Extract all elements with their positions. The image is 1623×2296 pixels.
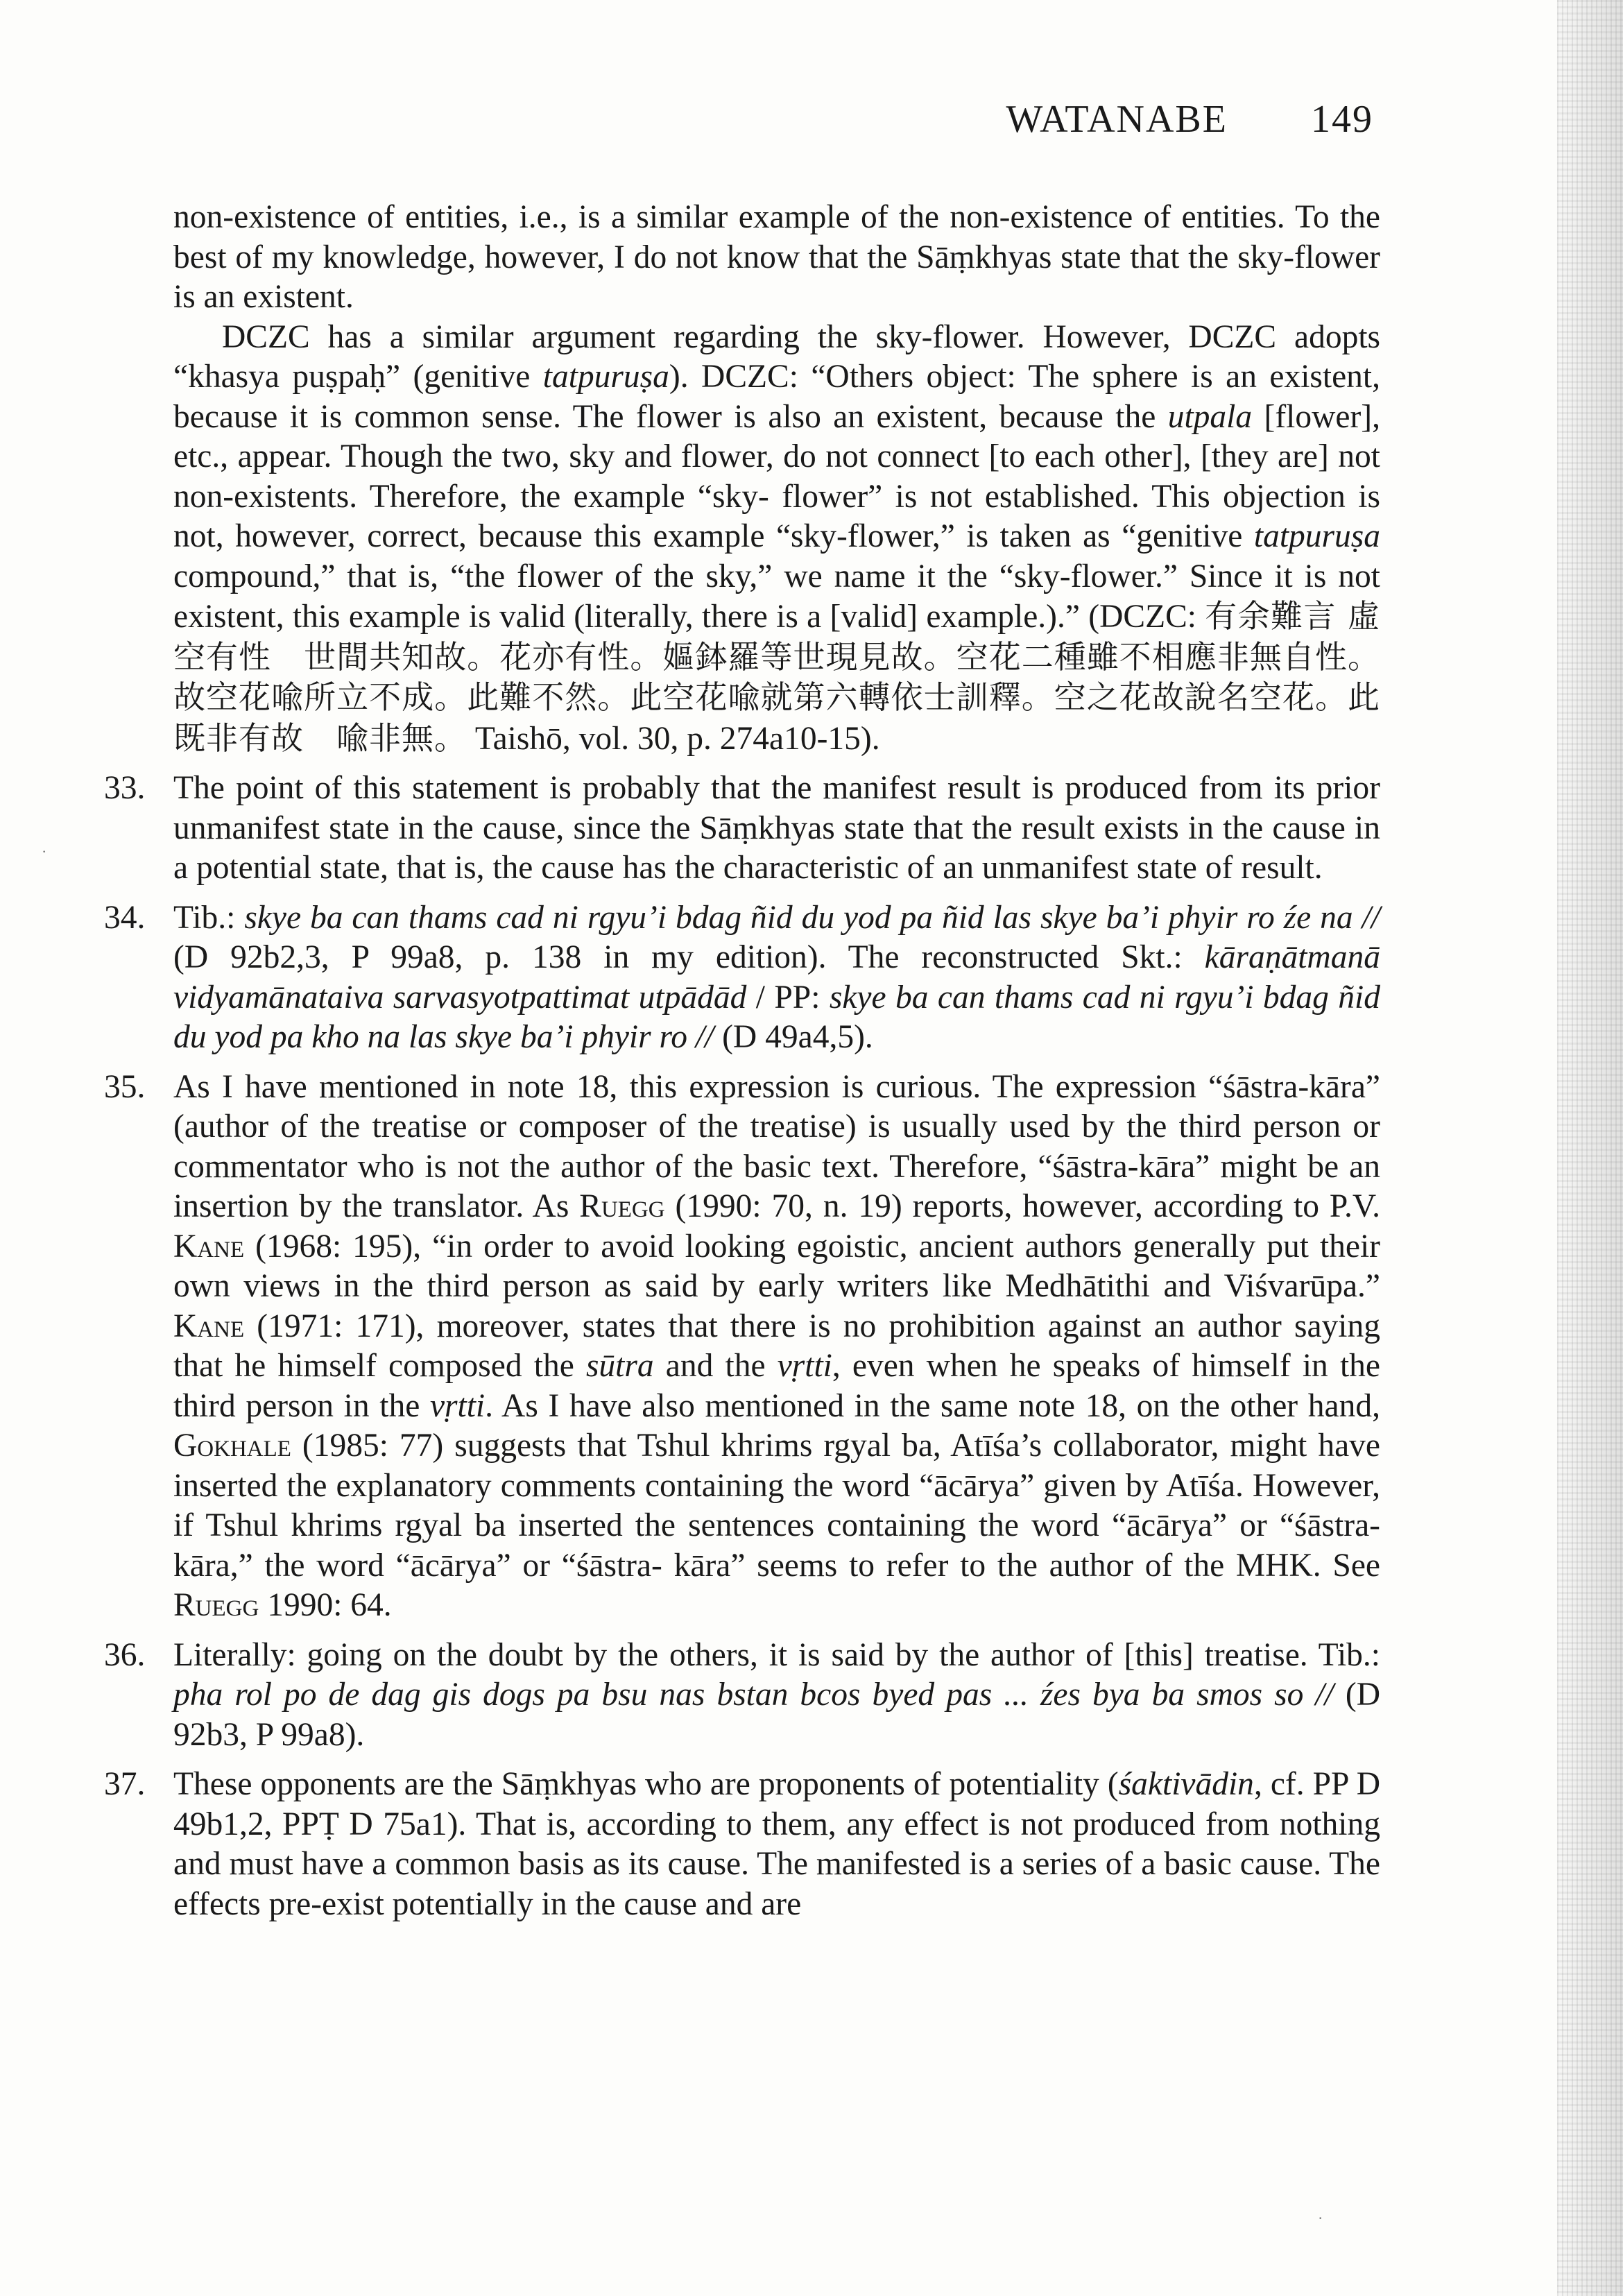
author-name: Ruegg	[579, 1188, 665, 1224]
text-run: (1971: 171), moreover, states that there is no prohibition against an author saying that he himself composed the	[173, 1308, 1380, 1384]
tibetan-quotation: skye ba can thams cad ni rgyu’i bdag ñid du yod pa ñid las skye ba’i phyir ro źe na //	[244, 899, 1380, 936]
text-run: Tib.:	[173, 899, 245, 936]
text-run: and the	[653, 1348, 778, 1384]
scan-speck: ·	[42, 843, 47, 860]
text-run: (D 49a4,5).	[714, 1019, 873, 1055]
text-run: ). DCZC: “Others object: The sphere is an existent, because it is common sense. The flower is also an existent, because the	[173, 359, 1380, 435]
author-name: Kane	[173, 1308, 245, 1344]
note-number: 35.	[104, 1068, 146, 1105]
author-name: Ruegg	[173, 1587, 259, 1623]
italic-term: tatpuruṣa	[1253, 518, 1380, 554]
text-run: (1990: 70, n. 19) reports, however, according to P.V.	[664, 1188, 1380, 1224]
text-run: Taishō, vol. 30, p. 274a10-15).	[467, 720, 880, 757]
note-number: 36.	[104, 1636, 146, 1673]
note-text: The point of this statement is probably that the manifest result is produced from its prior unmanifest state in the cause, since the Sāṃkhyas state that the result exists in the cause in a potential state, that is, the cause has the characteristic of an unmanifest state of result.	[173, 770, 1380, 886]
tibetan-quotation: pha rol po de dag gis dogs pa bsu nas bstan bcos byed pas ... źes bya ba smos so //	[173, 1677, 1334, 1713]
note-36	[104, 1636, 1380, 1756]
text-run: As I have mentioned in note 18, this expression is curious. The expression “śāstra-kāra” (author of the treatise or composer of the treatise) is usually used by the third person or commentator who is not the author of the basic text. Therefore, “śāstra-kāra” might be an insertion by the translator. As	[173, 1068, 1380, 1224]
header-page-number: 149	[1311, 98, 1373, 141]
text-run: [flower], etc., appear. Though the two, sky and flower, do not connect [to each other], [they are] not non-existents. Therefore, the example “sky- flower” is not established. This objection is not, however, correct, because this example “sky-flower,” is taken as “genitive	[173, 398, 1380, 554]
italic-term: sūtra	[585, 1348, 654, 1384]
sanskrit-reconstruction: kāraṇātmanā vidyamānataiva sarvasyotpattimat utpādād	[173, 939, 1380, 1016]
italic-term: vṛtti	[429, 1387, 486, 1424]
paragraph-dczc	[173, 318, 1380, 760]
italic-term: vṛtti	[777, 1348, 832, 1384]
italic-term: tatpuruṣa	[542, 359, 669, 395]
text-run: / PP:	[746, 979, 830, 1016]
author-name: Gokhale	[173, 1428, 291, 1464]
text-run: These opponents are the Sāṃkhyas who are proponents of potentiality (	[173, 1766, 1119, 1802]
text-run: DCZC has a similar argument regarding the sky-flower. However, DCZC adopts “khasya puṣpaḥ” (genitive	[173, 318, 1380, 395]
scan-speck: ·	[1318, 2209, 1323, 2227]
header-author: WATANABE	[1006, 98, 1228, 141]
note-37	[104, 1765, 1380, 1924]
italic-term: utpala	[1167, 398, 1253, 435]
body-text	[104, 198, 1381, 1924]
note-number: 34.	[104, 899, 146, 936]
text-run: (1968: 195), “in order to avoid looking egoistic, ancient authors generally put their own views in the third person as said by early writers like Medhātithi and Viśvarūpa.”	[173, 1228, 1380, 1304]
text-run: (D 92b3, P 99a8).	[173, 1677, 1380, 1753]
chinese-quotation: 有余難言 虛空有性 世間共知故。花亦有性。嫗鉢羅等世現見故。空花二種雖不相應非無自性。故空花喩所立不成。此難不然。此空花喩就第六轉依士訓釋。空之花故說名空花。此既非有故 喩非無。	[173, 597, 1381, 757]
text-run: 1990: 64.	[259, 1587, 392, 1623]
note-number: 33.	[104, 770, 146, 806]
running-header	[1006, 97, 1374, 142]
text-run: . As I have also mentioned in the same note 18, on the other hand,	[485, 1387, 1380, 1424]
note-33	[104, 769, 1380, 889]
scan-edge-noise	[1557, 0, 1623, 2296]
tibetan-quotation: skye ba can thams cad ni rgyu’i bdag ñid du yod pa kho na las skye ba’i phyir ro //	[173, 979, 1381, 1055]
text-run: (1985: 77) suggests that Tshul khrims rgyal ba, Atīśa’s collaborator, might have inserted the explanatory comments containing the word “ācārya” given by Atīśa. However, if Tshul khrims rgyal ba inserted the sentences containing the word “ācārya” or “śāstra-kāra,” the word “ācārya” or “śāstra- kāra” seems to refer to the author of the MHK. See	[173, 1428, 1380, 1584]
text-run: compound,” that is, “the flower of the sky,” we name it the “sky-flower.” Since it is not existent, this example is valid (literally, there is a [valid] example.).” (DCZC:	[173, 558, 1380, 635]
author-name: Kane	[173, 1228, 245, 1265]
paragraph-continuation: non-existence of entities, i.e., is a similar example of the non-existence of entities. To the best of my knowledge, however, I do not know that the Sāṃkhyas state that the sky-flower is an existent.	[173, 199, 1380, 315]
text-run: , even when he speaks of himself in the third person in the	[173, 1348, 1380, 1424]
text-run: Literally: going on the doubt by the others, it is said by the author of [this] treatise. Tib.:	[173, 1636, 1380, 1673]
italic-term: śaktivādin	[1118, 1766, 1254, 1802]
text-run: , cf. PP D 49b1,2, PPṬ D 75a1). That is, according to them, any effect is not produced from nothing and must have a common basis as its cause. The manifested is a series of a basic cause. The effects pre-exist potentially in the cause and are	[173, 1766, 1380, 1922]
note-number: 37.	[104, 1766, 146, 1802]
note-35	[104, 1068, 1380, 1626]
note-34	[104, 898, 1381, 1058]
text-run: (D 92b2,3, P 99a8, p. 138 in my edition). The reconstructed Skt.:	[173, 939, 1205, 975]
